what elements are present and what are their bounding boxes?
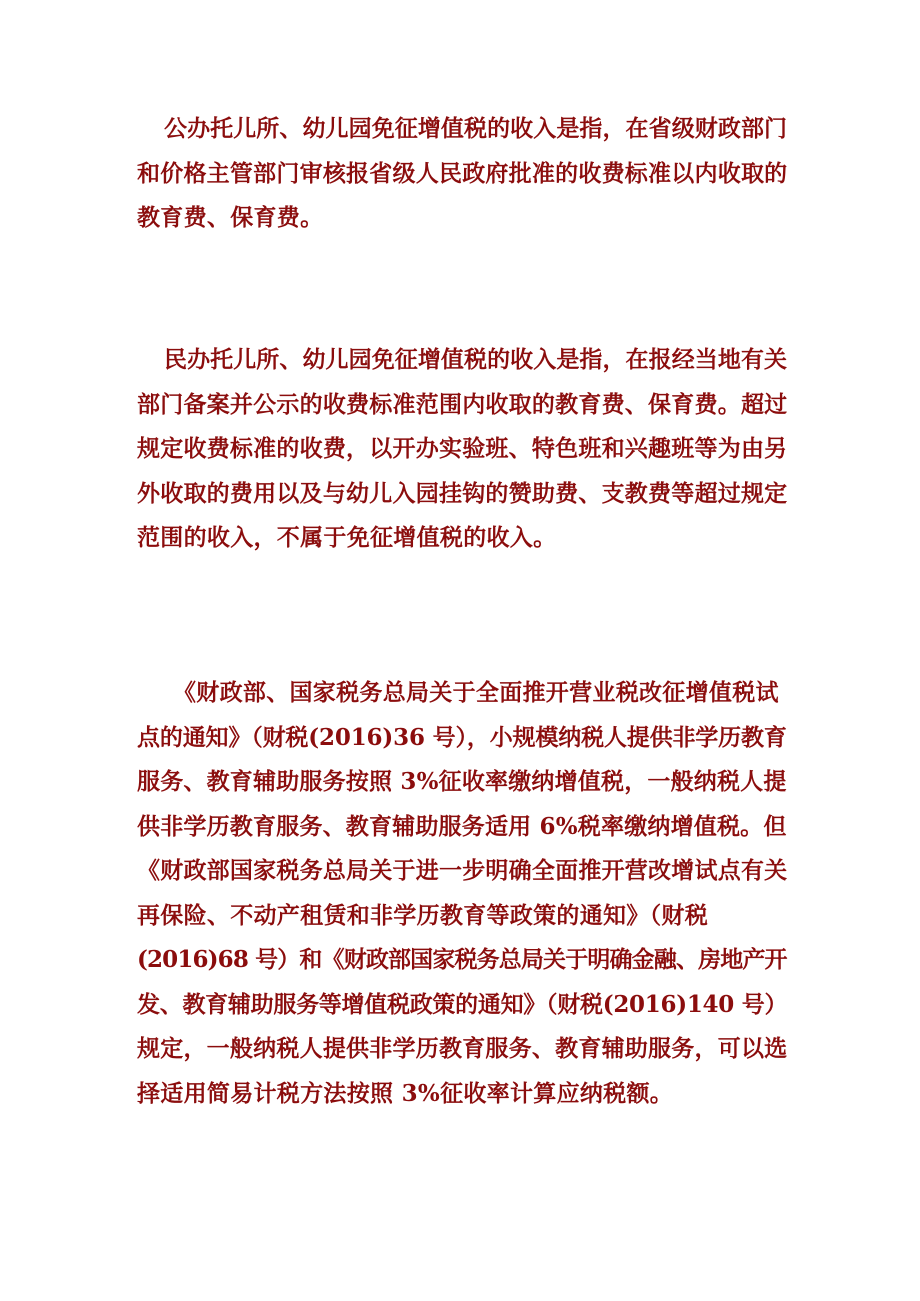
paragraph-private-kindergarten	[137, 338, 787, 561]
text-line: 供非学历教育服务、教育辅助服务适用 6%税率缴纳增值税。但	[137, 812, 787, 840]
text-line: 教育费、保育费。	[137, 204, 324, 231]
paragraph-public-kindergarten	[137, 107, 787, 241]
text-line: 规定收费标准的收费，以开办实验班、特色班和兴趣班等为由另	[137, 435, 788, 462]
paragraph-tax-policy	[137, 671, 787, 1116]
text-line: 规定，一般纳税人提供非学历教育服务、教育辅助服务，可以选	[137, 1035, 788, 1062]
text-line: 民办托儿所、幼儿园免征增值税的收入是指，在报经当地有关	[164, 346, 788, 373]
text-line: 和价格主管部门审核报省级人民政府批准的收费标准以内收取的	[137, 159, 788, 187]
text-line: 公办托儿所、幼儿园免征增值税的收入是指，在省级财政部门	[164, 115, 788, 142]
text-line: 部门备案并公示的收费标准范围内收取的教育费、保育费。超过	[137, 390, 788, 418]
text-line: 外收取的费用以及与幼儿入园挂钩的赞助费、支教费等超过规定	[137, 479, 788, 507]
text-line: 发、教育辅助服务等增值税政策的通知》（财税(2016)140 号）	[137, 990, 788, 1018]
text-line: 《财政部国家税务总局关于进一步明确全面推开营改增试点有关	[137, 857, 788, 884]
text-line: 再保险、不动产租赁和非学历教育等政策的通知》（财税	[137, 901, 708, 929]
text-line: 《财政部、国家税务总局关于全面推开营业税改征增值税试	[173, 679, 779, 706]
text-line: 服务、教育辅助服务按照 3%征收率缴纳增值税，一般纳税人提	[137, 768, 787, 795]
text-line: 范围的收入，不属于免征增值税的收入。	[137, 524, 557, 551]
text-line: (2016)68 号）和《财政部国家税务总局关于明确金融、房地产开	[137, 946, 787, 973]
text-line: 点的通知》（财税(2016)36 号），小规模纳税人提供非学历教育	[137, 723, 787, 751]
text-line: 择适用简易计税方法按照 3%征收率计算应纳税额。	[137, 1079, 674, 1107]
